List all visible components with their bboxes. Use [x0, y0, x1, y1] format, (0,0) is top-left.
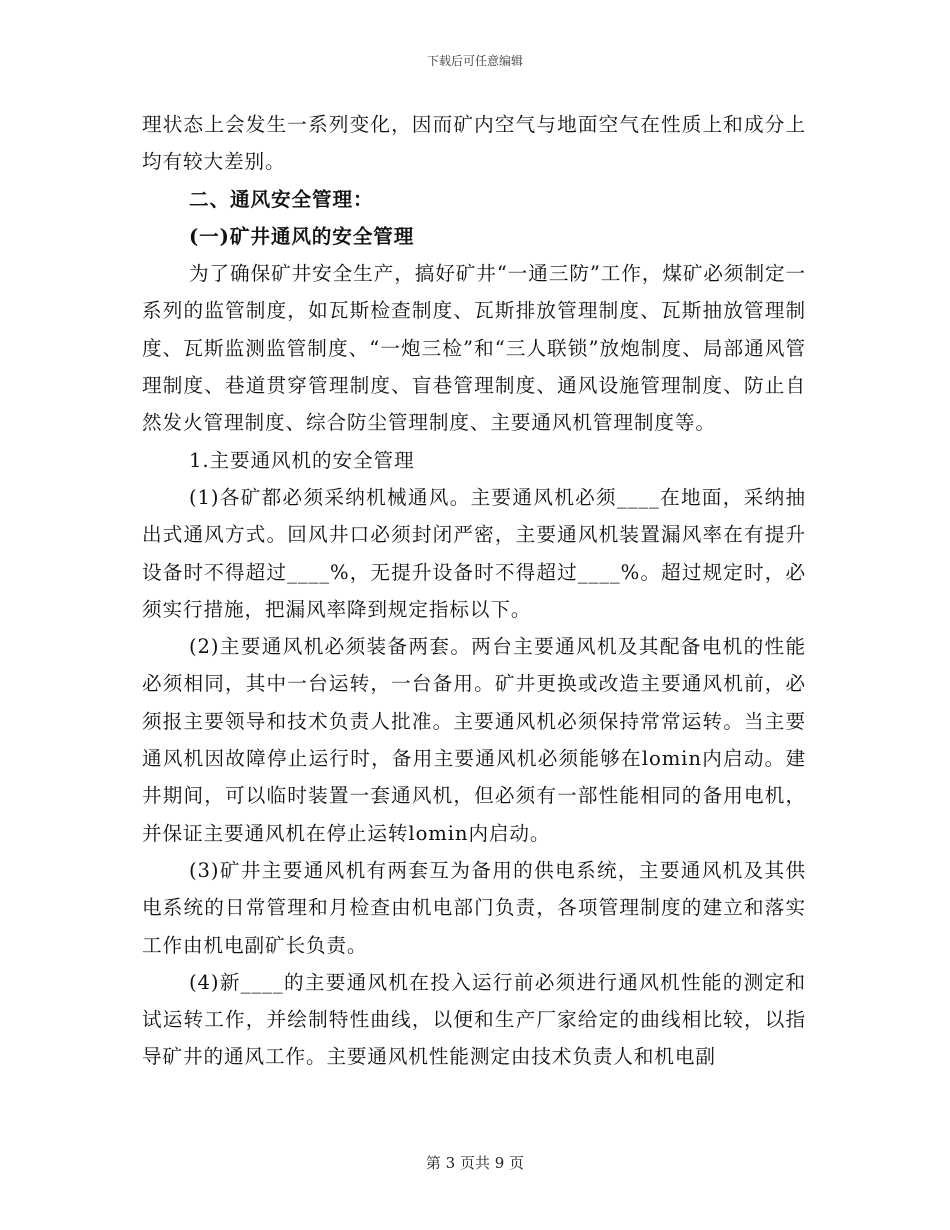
- paragraph: (3)矿井主要通风机有两套互为备用的供电系统，主要通风机及其供电系统的日常管理和月检查由机电部门负责，各项管理制度的建立和落实工作由机电副矿长负责。: [142, 858, 806, 957]
- subsection-heading: (一)矿井通风的安全管理: [189, 224, 415, 248]
- paragraph: (2)主要通风机必须装备两套。两台主要通风机及其配备电机的性能必须相同，其中一台运转，一台备用。矿井更换或改造主要通风机前，必须报主要领导和技术负责人批准。主要通风机必须保持常常运转。当主要通风机因故障停止运行时，备用主要通风机必须能够在lomin内启动。建井期间，可以临时装置一套通风机，但必须有一部性能相同的备用电机，并保证主要通风机在停止运转lomin内启动。: [142, 635, 806, 845]
- document-body: [142, 106, 806, 1076]
- paragraph-continuation: 理状态上会发生一系列变化，因而矿内空气与地面空气在性质上和成分上均有较大差别。: [142, 113, 806, 174]
- item-heading: 1.主要通风机的安全管理: [189, 448, 415, 472]
- page-header: 下载后可任意编辑: [426, 54, 523, 68]
- page-footer: 第 3 页共 9 页: [425, 1154, 525, 1172]
- paragraph: (1)各矿都必须采纳机械通风。主要通风机必须____在地面，采纳抽出式通风方式。回风井口必须封闭严密，主要通风机装置漏风率在有提升设备时不得超过____%，无提升设备时不得超过____%。超过规定时，必须实行措施，把漏风率降到规定指标以下。: [142, 485, 806, 621]
- paragraph: 为了确保矿井安全生产，搞好矿井“一通三防”工作，煤矿必须制定一系列的监管制度，如瓦斯检查制度、瓦斯排放管理制度、瓦斯抽放管理制度、瓦斯监测监管制度、“一炮三检”和“三人联锁”放炮制度、局部通风管理制度、巷道贯穿管理制度、盲巷管理制度、通风设施管理制度、防止自然发火管理制度、综合防尘管理制度、主要通风机管理制度等。: [142, 262, 806, 435]
- paragraph: (4)新____的主要通风机在投入运行前必须进行通风机性能的测定和试运转工作，并绘制特性曲线，以便和生产厂家给定的曲线相比较，以指导矿井的通风工作。主要通风机性能测定由技术负责人和机电副: [142, 970, 806, 1069]
- section-heading: 二、通风安全管理：: [189, 187, 374, 211]
